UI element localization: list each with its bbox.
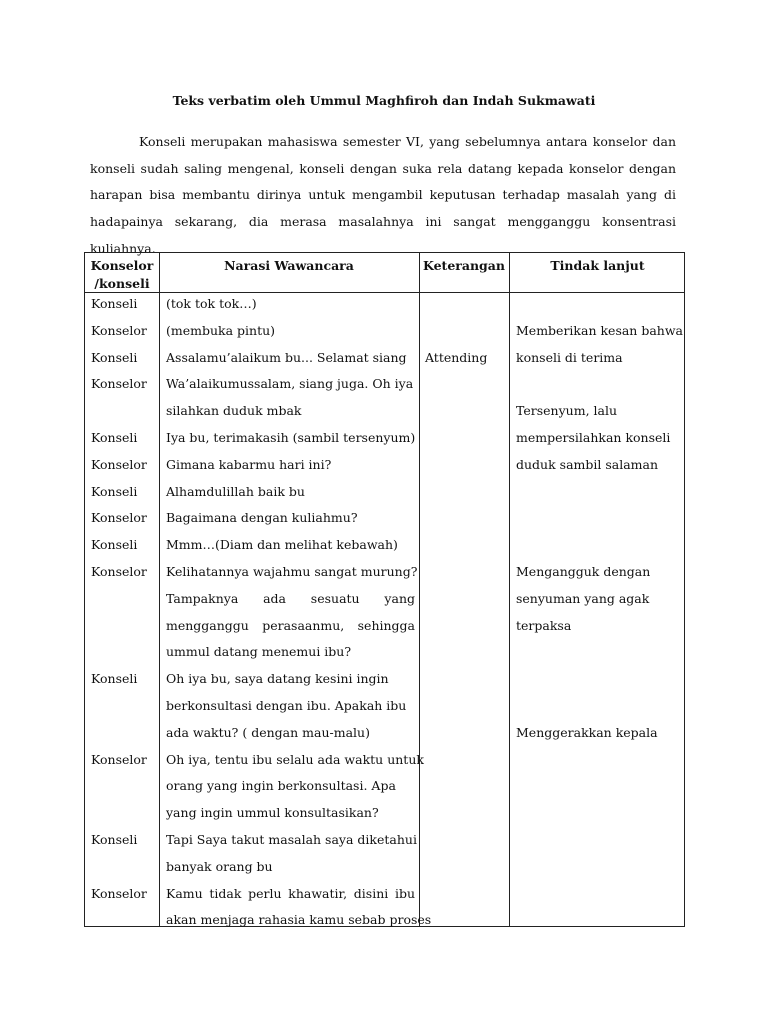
narration-line: banyak orang bu (166, 858, 273, 874)
intro-paragraph: Konseli merupakan mahasiswa semester VI, yang sebelumnya antara konselor dan konseli sudah saling mengenal, konseli dengan suka rela datang kepada konselor dengan harapan bisa membantu dirinya untuk mengambil keputusan terhadap masalah yang di hadapainya sekarang, dia merasa masalahnya ini sangat mengganggu konsentrasi kuliahnya. (90, 134, 676, 256)
header-speaker-line2: /konseli (94, 276, 150, 291)
narration-line: Oh iya bu, saya datang kesini ingin (166, 671, 389, 687)
narration-line: orang yang ingin berkonsultasi. Apa (166, 778, 396, 794)
document-title: Teks verbatim oleh Ummul Maghfiroh dan Indah Sukmawati (172, 93, 596, 108)
narration-line: Mmm…(Diam dan melihat kebawah) (166, 537, 398, 553)
narration-line: Wa’alaikumussalam, siang juga. Oh iya (166, 376, 414, 392)
speaker-cell: Konseli (91, 832, 138, 847)
narration-line: Kamu tidak perlu khawatir, disini ibu (166, 885, 415, 901)
narration-line: Kelihatannya wajahmu sangat murung? (166, 564, 418, 579)
speaker-cell: Konselor (91, 564, 147, 579)
narration-line: ada waktu? ( dengan mau-malu) (166, 724, 370, 740)
narration-line: Tapi Saya takut masalah saya diketahui (166, 832, 417, 847)
followup-line: Tersenyum, lalu (516, 403, 618, 419)
narration-line: Bagaimana dengan kuliahmu? (166, 510, 358, 526)
speaker-cell: Konseli (91, 296, 138, 311)
narration-line: berkonsultasi dengan ibu. Apakah ibu (166, 698, 407, 713)
followup-line: terpaksa (516, 617, 572, 633)
followup-line: konseli di terima (516, 349, 623, 365)
speaker-cell: Konseli (91, 349, 138, 365)
header-note: Keterangan (423, 258, 505, 273)
followup-line: Menggerakkan kepala (516, 724, 658, 740)
narration-line: mengganggu perasaanmu, sehingga (166, 617, 415, 633)
narration-line: ummul datang menemui ibu? (166, 644, 352, 660)
note-cell: Attending (425, 349, 488, 365)
narration-line: Assalamu’alaikum bu... Selamat siang (166, 349, 407, 365)
speaker-cell: Konseli (91, 537, 138, 553)
narration-line: (membuka pintu) (166, 322, 276, 338)
narration-line: Alhamdulillah baik bu (166, 483, 305, 499)
followup-line: senyuman yang agak (516, 590, 650, 606)
narration-line: Gimana kabarmu hari ini? (166, 456, 332, 472)
speaker-cell: Konselor (91, 376, 147, 392)
speaker-cell: Konselor (91, 751, 147, 767)
header-narration: Narasi Wawancara (224, 258, 354, 273)
column-divider (509, 253, 510, 926)
narration-line: yang ingin ummul konsultasikan? (166, 805, 379, 821)
narration-line: akan menjaga rahasia kamu sebab proses (166, 912, 432, 928)
speaker-cell: Konselor (91, 885, 147, 901)
column-divider (419, 253, 420, 926)
followup-line: Mengangguk dengan (516, 564, 651, 579)
followup-line: mempersilahkan konseli (516, 430, 671, 445)
speaker-cell: Konseli (91, 430, 138, 445)
narration-line: Oh iya, tentu ibu selalu ada waktu untuk (166, 751, 424, 767)
narration-line: (tok tok tok…) (166, 296, 257, 311)
narration-line: Iya bu, terimakasih (sambil tersenyum) (166, 430, 416, 445)
header-speaker (85, 257, 159, 293)
verbatim-table (84, 252, 685, 927)
followup-line: duduk sambil salaman (516, 456, 659, 472)
narration-line: Tampaknya ada sesuatu yang (166, 590, 415, 606)
narration-line: silahkan duduk mbak (166, 403, 302, 419)
speaker-cell: Konseli (91, 671, 138, 687)
speaker-cell: Konselor (91, 456, 147, 472)
speaker-cell: Konseli (91, 483, 138, 499)
speaker-cell: Konselor (91, 322, 147, 338)
header-followup: Tindak lanjut (550, 258, 645, 273)
header-speaker-line1: Konselor (90, 258, 154, 273)
followup-line: Memberikan kesan bahwa (516, 322, 683, 338)
speaker-cell: Konselor (91, 510, 147, 526)
column-divider (159, 253, 160, 926)
